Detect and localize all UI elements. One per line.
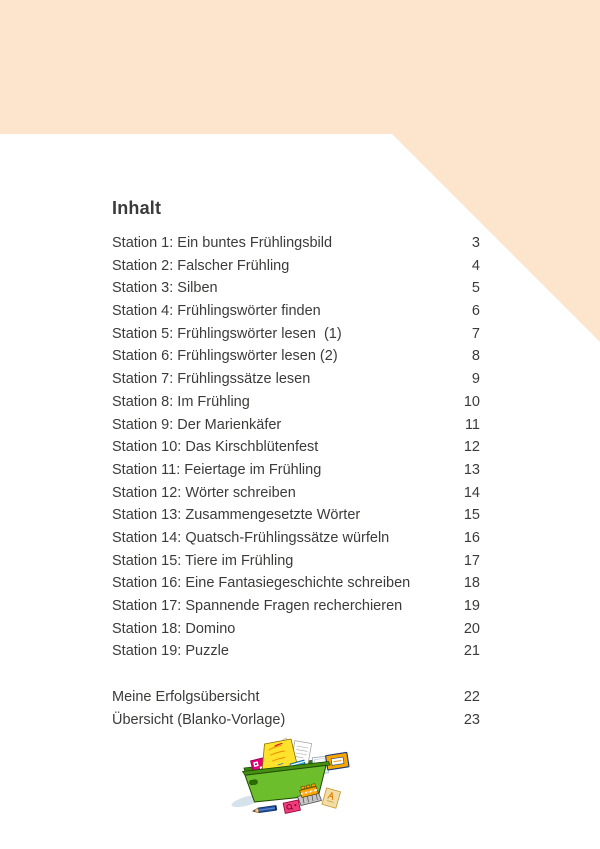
toc-row [112, 255, 480, 278]
toc-row-label: Station 13: Zusammengesetzte Wörter [112, 507, 361, 524]
toc-row [112, 618, 480, 641]
beige-card-icon [322, 788, 341, 808]
toc-row [112, 527, 480, 550]
toc-list [112, 232, 480, 663]
toc-page-number: 16 [463, 529, 480, 546]
toc-row [112, 368, 480, 391]
toc-row-label: Station 10: Das Kirschblütenfest [112, 439, 319, 456]
toc-page-number: 14 [463, 484, 480, 501]
toc-row [112, 277, 480, 300]
toc-appendix [112, 686, 480, 731]
toc-page-number: 23 [463, 711, 480, 728]
toc-row-label: Station 15: Tiere im Frühling [112, 552, 294, 569]
toc-row [112, 459, 480, 482]
toc-row-label: Station 18: Domino [112, 620, 236, 637]
toc-page-number: 11 [464, 416, 480, 433]
toc-row [112, 482, 480, 505]
toc-page-number: 5 [471, 280, 480, 297]
toc-page-number: 6 [471, 303, 480, 320]
toc-row-label: Station 2: Falscher Frühling [112, 257, 290, 274]
toc-page-number: 3 [471, 235, 480, 251]
toc-row-label: Station 9: Der Marienkäfer [112, 416, 282, 433]
toc-page-number: 19 [463, 598, 480, 614]
toc-row [112, 595, 480, 618]
toc-page-number: 17 [463, 552, 480, 569]
page-title: Inhalt [112, 198, 162, 218]
toc-page-number: 21 [463, 643, 480, 660]
toc-row [112, 686, 480, 709]
toc-page-number: 13 [463, 461, 480, 478]
toc-page-number: 9 [471, 371, 480, 388]
box-handle [249, 780, 257, 785]
toc-row [112, 572, 480, 595]
toc-row [112, 414, 480, 437]
toc-page-number: 7 [471, 325, 480, 342]
toc-row-label: Station 12: Wörter schreiben [112, 484, 296, 501]
toc-row-label: Station 5: Frühlingswörter lesen (1) [112, 325, 342, 342]
toc-page-number: 20 [463, 620, 480, 637]
toc-row [112, 550, 480, 573]
toc-row [112, 504, 480, 527]
toc-row [112, 232, 480, 255]
toc-row-label: Meine Erfolgsübersicht [112, 689, 260, 705]
toc-page-number: 22 [463, 689, 480, 705]
toc-row-label: Station 8: Im Frühling [112, 393, 250, 410]
toc-row [112, 640, 480, 663]
toc-row-label: Station 14: Quatsch-Frühlingssätze würfeln [112, 529, 390, 546]
toc-row-label: Station 7: Frühlingssätze lesen [112, 371, 311, 388]
toc-row [112, 323, 480, 346]
toc-row [112, 300, 480, 323]
toc-row-label: Übersicht (Blanko-Vorlage) [112, 711, 286, 728]
toc-row [112, 709, 480, 732]
toc-row-label: Station 19: Puzzle [112, 643, 229, 660]
toc-page-number: 8 [471, 348, 480, 365]
pink-card-icon [283, 800, 300, 813]
toc-page-number: 18 [463, 575, 480, 592]
toc-row-label: Station 6: Frühlingswörter lesen (2) [112, 348, 338, 365]
material-box-illustration [230, 735, 370, 820]
toc-page-number: 12 [463, 439, 480, 456]
toc-row-label: Station 11: Feiertage im Frühling [112, 461, 322, 478]
toc-row-label: Station 3: Silben [112, 280, 218, 297]
pencil-icon [252, 805, 277, 813]
toc-row-label: Station 4: Frühlingswörter finden [112, 303, 321, 320]
toc-page-number: 15 [463, 507, 480, 524]
toc-row [112, 391, 480, 414]
toc-row [112, 436, 480, 459]
orange-book-icon [326, 752, 350, 770]
toc-row-label: Station 1: Ein buntes Frühlingsbild [112, 235, 333, 251]
toc-page-number: 10 [463, 393, 480, 410]
toc-row-label: Station 17: Spannende Fragen recherchieren [112, 598, 403, 614]
toc-row-label: Station 16: Eine Fantasiegeschichte schreiben [112, 575, 411, 592]
toc-page-number: 4 [471, 257, 480, 274]
toc-row [112, 345, 480, 368]
